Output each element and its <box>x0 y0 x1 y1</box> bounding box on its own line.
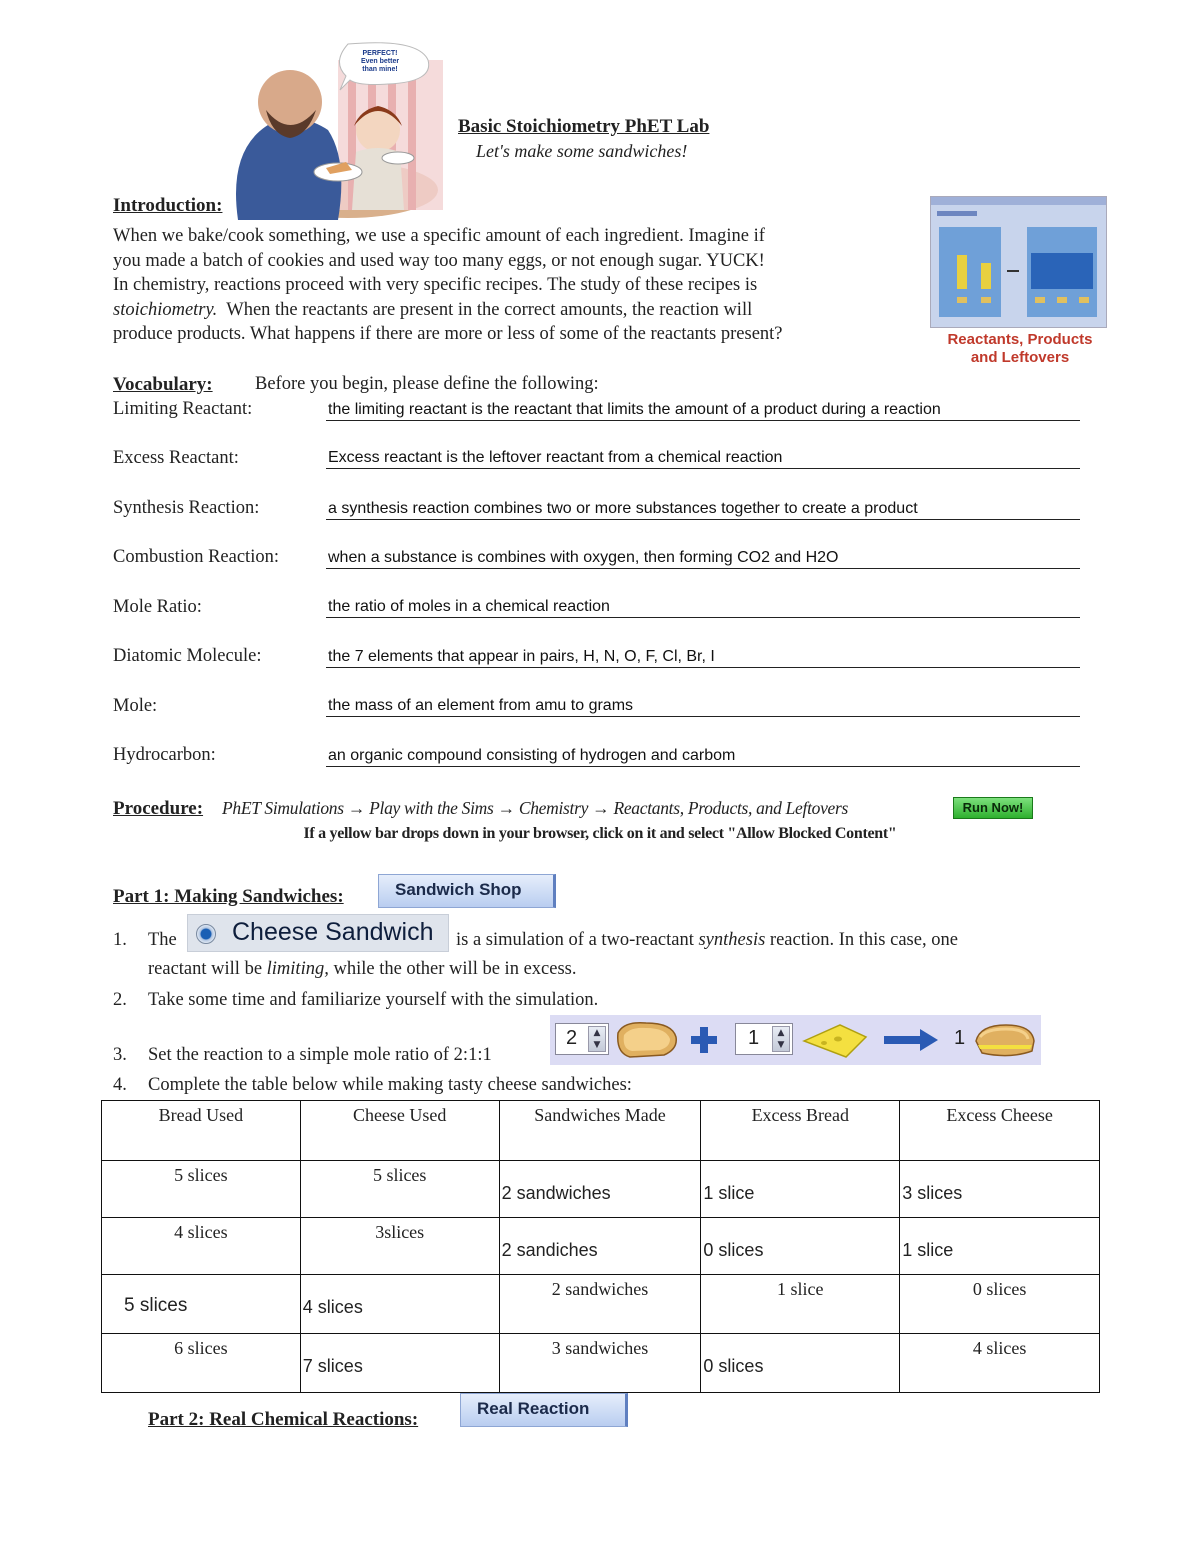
table-cell[interactable]: 5 slices <box>102 1275 301 1334</box>
arrow-right-icon <box>882 1027 940 1053</box>
vocab-term-hydrocarbon: Hydrocarbon: <box>113 745 216 765</box>
table-cell[interactable]: 1 slice <box>900 1218 1100 1275</box>
step-1-number: 1. <box>113 930 127 950</box>
vocab-term-synthesis: Synthesis Reaction: <box>113 498 260 518</box>
bubble-line: than mine! <box>362 66 398 73</box>
page-title: Basic Stoichiometry PhET Lab <box>458 116 710 137</box>
step-4-number: 4. <box>113 1075 127 1095</box>
part1-heading: Part 1: Making Sandwiches: <box>113 886 344 907</box>
vocab-definition: the limiting reactant is the reactant that limits the amount of a product during a reaction <box>328 401 941 418</box>
plus-icon <box>688 1025 720 1055</box>
vocab-term-combustion: Combustion Reaction: <box>113 547 279 567</box>
table-cell[interactable]: 2 sandwiches <box>499 1275 701 1334</box>
header-bread-used: Bread Used <box>102 1101 301 1161</box>
page-subtitle: Let's make some sandwiches! <box>476 141 688 161</box>
step-1-line-2 <box>148 955 576 983</box>
sandwich-icon <box>970 1019 1040 1063</box>
intro-line <box>113 298 913 323</box>
vocab-definition: an organic compound consisting of hydrogen and carbom <box>328 747 736 764</box>
vocab-definition: the mass of an element from amu to grams <box>328 697 634 714</box>
procedure-note: If a yellow bar drops down in your browser, click on it and select "Allow Blocked Content" <box>303 825 897 842</box>
step-1-the: The <box>148 930 177 950</box>
sandwich-data-table <box>101 1100 1100 1393</box>
bread-spinner[interactable] <box>555 1023 609 1055</box>
table-cell[interactable]: 0 slices <box>900 1275 1100 1334</box>
table-cell[interactable]: 3 sandwiches <box>499 1334 701 1393</box>
header-excess-bread: Excess Bread <box>701 1101 900 1161</box>
vocab-definition: when a substance is combines with oxygen, then forming CO2 and H2O <box>328 549 839 566</box>
intro-line-text: When the reactants are present in the correct amounts, the reaction will <box>226 299 753 320</box>
cheese-count: 1 <box>748 1027 760 1049</box>
step-2-number: 2. <box>113 990 127 1010</box>
table-row <box>102 1334 1100 1393</box>
bubble-line: PERFECT! <box>362 50 398 57</box>
table-cell[interactable]: 5 slices <box>102 1161 301 1218</box>
table-row <box>102 1161 1100 1218</box>
vocab-answer-diatomic[interactable] <box>326 644 1080 668</box>
table-header-row <box>102 1101 1100 1161</box>
step-1-text-c: reaction. In this case, one <box>769 930 958 950</box>
step-1-italic: synthesis <box>698 930 766 950</box>
table-row <box>102 1275 1100 1334</box>
vocab-term-diatomic: Diatomic Molecule: <box>113 646 262 666</box>
step-1-text-a: is a simulation of a two-reactant <box>456 930 694 950</box>
table-cell[interactable]: 5 slices <box>300 1161 499 1218</box>
radio-selected-icon <box>196 924 216 944</box>
vocab-term-mole: Mole: <box>113 696 158 716</box>
table-cell[interactable]: 2 sandiches <box>499 1218 701 1275</box>
step-2-text: Take some time and familiarize yourself with the simulation. <box>148 990 599 1010</box>
vocab-answer-combustion[interactable] <box>326 545 1080 569</box>
vocab-answer-hydrocarbon[interactable] <box>326 743 1080 767</box>
cheese-spinner[interactable] <box>735 1023 793 1055</box>
sandwich-shop-tab[interactable]: Sandwich Shop <box>378 874 556 908</box>
step-4-text: Complete the table below while making tasty cheese sandwiches: <box>148 1075 632 1095</box>
table-cell[interactable]: 4 slices <box>102 1218 301 1275</box>
intro-italic-word: stoichiometry. <box>113 299 218 320</box>
vocab-answer-mole-ratio[interactable] <box>326 594 1080 618</box>
vocab-answer-limiting[interactable] <box>326 397 1080 421</box>
table-cell[interactable]: 7 slices <box>300 1334 499 1393</box>
vocab-term-limiting: Limiting Reactant: <box>113 399 253 419</box>
vocab-answer-synthesis[interactable] <box>326 496 1080 520</box>
intro-paragraph <box>113 224 913 347</box>
cheese-sandwich-radio[interactable] <box>187 914 449 952</box>
intro-line: you made a batch of cookies and used way too many eggs, or not enough sugar. YUCK! <box>113 250 765 271</box>
vocab-term-excess: Excess Reactant: <box>113 448 239 468</box>
vocab-definition: the ratio of moles in a chemical reaction <box>328 598 610 615</box>
vocab-answer-mole[interactable] <box>326 693 1080 717</box>
table-cell[interactable]: 0 slices <box>701 1334 900 1393</box>
step-1-text <box>456 926 958 954</box>
intro-line: produce products. What happens if there are more or less of some of the reactants present? <box>113 324 783 345</box>
cheese-icon <box>800 1021 870 1061</box>
sim-thumbnail-caption <box>930 331 1110 367</box>
step-1-line2-a: reactant will be <box>148 959 263 979</box>
table-cell[interactable]: 4 slices <box>900 1334 1100 1393</box>
spinner-arrows-icon: ▲ ▼ <box>588 1026 606 1052</box>
table-cell[interactable]: 6 slices <box>102 1334 301 1393</box>
vocab-answer-excess[interactable] <box>326 445 1080 469</box>
caption-line: Reactants, Products <box>947 331 1093 348</box>
intro-line: When we bake/cook something, we use a specific amount of each ingredient. Imagine if <box>113 226 765 246</box>
bread-icon <box>614 1019 680 1061</box>
header-excess-cheese: Excess Cheese <box>900 1101 1100 1161</box>
bread-count: 2 <box>566 1027 578 1049</box>
vocab-definition: Excess reactant is the leftover reactant from a chemical reaction <box>328 449 783 466</box>
caption-line: and Leftovers <box>970 349 1070 366</box>
table-cell[interactable]: 0 slices <box>701 1218 900 1275</box>
table-cell[interactable]: 1 slice <box>701 1161 900 1218</box>
header-sandwiches-made: Sandwiches Made <box>499 1101 701 1161</box>
table-cell[interactable]: 2 sandwiches <box>499 1161 701 1218</box>
real-reaction-tab[interactable]: Real Reaction <box>460 1393 628 1427</box>
spinner-arrows-icon: ▲ ▼ <box>772 1026 790 1052</box>
table-cell[interactable]: 1 slice <box>701 1275 900 1334</box>
step-3-text: Set the reaction to a simple mole ratio of 2:1:1 <box>148 1045 492 1065</box>
procedure-heading: Procedure: <box>113 798 204 819</box>
intro-line: In chemistry, reactions proceed with very specific recipes. The study of these recipes is <box>113 275 758 296</box>
vocab-heading: Vocabulary: <box>113 374 213 395</box>
run-now-button[interactable]: Run Now! <box>953 797 1033 819</box>
part2-heading: Part 2: Real Chemical Reactions: <box>148 1409 419 1430</box>
bubble-line: Even better <box>360 58 400 65</box>
vocab-term-mole-ratio: Mole Ratio: <box>113 597 202 617</box>
step-1-line2-b: while the other will be in excess. <box>333 959 577 979</box>
table-cell[interactable]: 4 slices <box>300 1275 499 1334</box>
intro-heading: Introduction: <box>113 195 223 216</box>
step-3-number: 3. <box>113 1045 127 1065</box>
step-1-line2-italic: limiting, <box>266 959 329 979</box>
equation-widget <box>550 1015 1041 1065</box>
header-cheese-used: Cheese Used <box>300 1101 499 1161</box>
speech-bubble-text <box>345 50 415 74</box>
vocab-definition: the 7 elements that appear in pairs, H, N, O, F, Cl, Br, I <box>328 648 715 665</box>
product-count: 1 <box>954 1027 966 1049</box>
sim-thumbnail[interactable] <box>930 196 1107 328</box>
table-row <box>102 1218 1100 1275</box>
procedure-path: PhET Simulations → Play with the Sims → Chemistry → Reactants, Products, and Leftovers <box>222 798 849 818</box>
vocab-definition: a synthesis reaction combines two or more substances together to create a product <box>328 500 918 517</box>
table-cell[interactable]: 3 slices <box>900 1161 1100 1218</box>
vocab-instruction: Before you begin, please define the following: <box>255 374 599 394</box>
radio-label: Cheese Sandwich <box>232 918 434 946</box>
table-cell[interactable]: 3slices <box>300 1218 499 1275</box>
